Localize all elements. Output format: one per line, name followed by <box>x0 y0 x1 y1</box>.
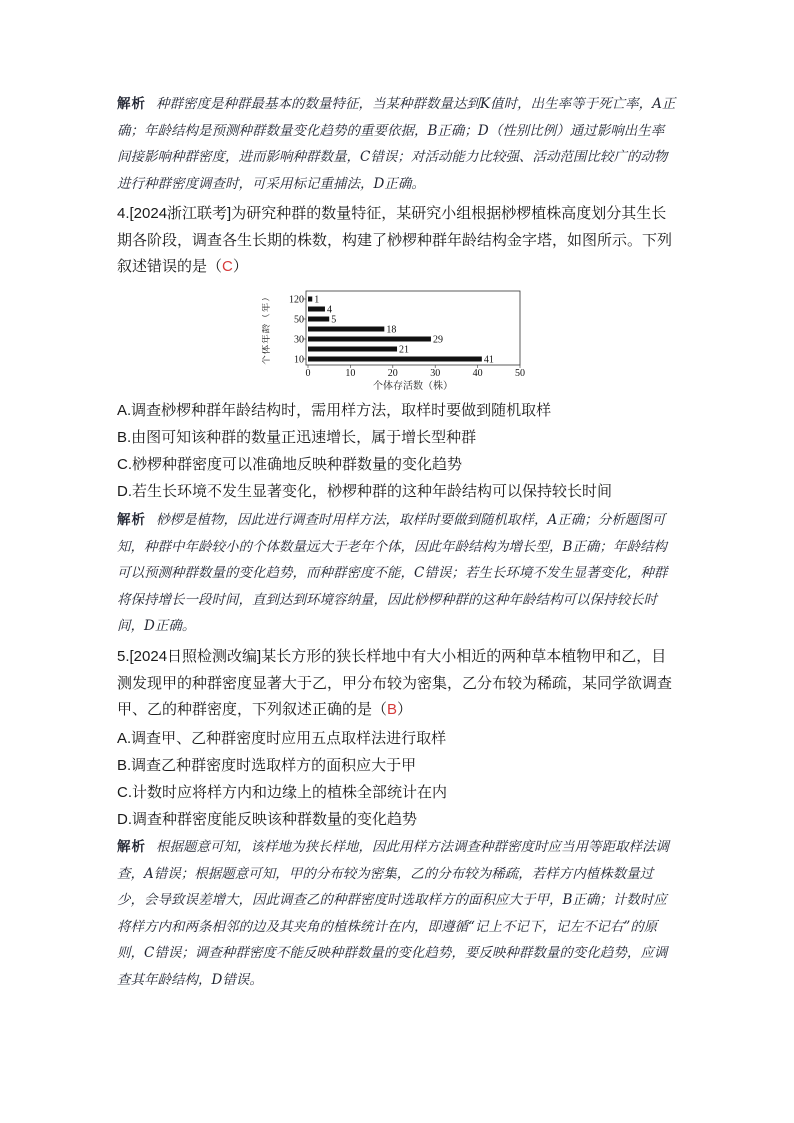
x-axis-label: 个体存活数（株） <box>373 381 453 392</box>
bar-value-label: 5 <box>331 314 337 326</box>
analysis-text: 根据题意可知，该样地为狭长样地，因此用样方法调查种群密度时应当用等距取样法调查，A错误；根据题意可知，甲的分布较为密集，乙的分布较为稀疏，若样方内植株数量过少，会导致误差增大，因此调查乙的种群密度时选取样方的面积应大于甲，B正确；计数时应将样方内和两条相邻的边及其夹角的植株统计在内，即遵循“记上不记下，记左不记右”的原则，C错误；调查种群密度不能反映种群数量的变化趋势，要反映种群数量的变化趋势，应调查其年龄结构，D错误。 <box>117 839 669 988</box>
question-4-stem <box>117 201 677 281</box>
bar-6 <box>308 297 312 302</box>
analysis-text: 种群密度是种群最基本的数量特征，当某种群数量达到K值时，出生率等于死亡率，A正确；年龄结构是预测种群数量变化趋势的重要依据，B正确；D（性别比例）通过影响出生率间接影响种群密度，进而影响种群数量，C错误；对活动能力比较强、活动范围比较广的动物进行种群密度调查时，可采用标记重捕法，D正确。 <box>117 96 676 192</box>
x-tick-label: 0 <box>305 368 311 379</box>
question-5-answer: B <box>387 701 398 718</box>
x-tick-label: 30 <box>430 368 441 379</box>
option-c: C.桫椤种群密度可以准确地反映种群数量的变化趋势 <box>117 456 463 473</box>
y-tick-label: 120 <box>289 294 304 306</box>
option-d: D.若生长环境不发生显著变化，桫椤种群的这种年龄结构可以保持较长时间 <box>117 483 613 500</box>
y-tick-label: 50 <box>294 314 304 326</box>
bar-value-label: 1 <box>314 294 320 306</box>
y-tick-label: 30 <box>294 334 304 346</box>
question-4-answer: C <box>222 258 233 275</box>
x-tick-label: 10 <box>345 368 356 379</box>
option-a: A.调查甲、乙种群密度时应用五点取样法进行取样 <box>117 730 447 747</box>
analysis-tag: 解析 <box>117 839 146 854</box>
option-c: C.计数时应将样方内和边缘上的植株全部统计在内 <box>117 784 448 801</box>
analysis-block-3 <box>117 834 677 993</box>
analysis-block-1 <box>117 91 677 197</box>
question-4-text: 4.[2024浙江联考]为研究种群的数量特征，某研究小组根据桫椤植株高度划分其生长期各阶段，调查各生长期的株数，构建了桫椤种群年龄结构金字塔，如图所示。下列叙述错误的是（ <box>117 205 673 275</box>
question-5-text: 5.[2024日照检测改编]某长方形的狭长样地中有大小相近的两种草本植物甲和乙，目测发现甲的种群密度显著大于乙，甲分布较为密集，乙分布较为稀疏，某同学欲调查甲、乙的种群密度，下列叙述正确的是（ <box>117 648 673 718</box>
bar-value-label: 21 <box>399 344 410 356</box>
question-4-close: ） <box>232 258 248 275</box>
bar-value-label: 41 <box>483 354 494 366</box>
age-pyramid-chart <box>262 288 538 392</box>
option-a: A.调查桫椤种群年龄结构时，需用样方法，取样时要做到随机取样 <box>117 402 552 419</box>
analysis-tag: 解析 <box>117 512 146 527</box>
y-axis-label: 个体年龄（年） <box>262 291 272 365</box>
bar-value-label: 18 <box>386 324 397 336</box>
question-5-stem <box>117 644 677 724</box>
bar-1 <box>308 347 397 352</box>
bar-value-label: 29 <box>432 334 443 346</box>
chart-svg <box>262 288 538 392</box>
x-tick-label: 50 <box>515 368 525 379</box>
bar-3 <box>308 327 384 332</box>
option-b: B.调查乙种群密度时选取样方的面积应大于甲 <box>117 757 417 774</box>
y-tick-label: 10 <box>294 354 304 366</box>
analysis-tag: 解析 <box>117 96 146 111</box>
bar-value-label: 4 <box>326 304 332 316</box>
bar-4 <box>308 317 329 322</box>
option-d: D.调查种群密度能反映该种群数量的变化趋势 <box>117 811 418 828</box>
question-5-close: ） <box>397 701 413 718</box>
bar-5 <box>308 307 325 312</box>
analysis-block-2 <box>117 507 677 640</box>
bar-0 <box>308 357 482 362</box>
x-tick-label: 40 <box>472 368 483 379</box>
x-tick-label: 20 <box>387 368 398 379</box>
analysis-text: 桫椤是植物，因此进行调查时用样方法，取样时要做到随机取样，A正确；分析题图可知，种群中年龄较小的个体数量远大于老年个体，因此年龄结构为增长型，B正确；年龄结构可以预测种群数量的变化趋势，而种群密度不能，C错误；若生长环境不发生显著变化，种群将保持增长一段时间，直到达到环境容纳量，因此桫椤种群的这种年龄结构可以保持较长时间，D正确。 <box>117 512 668 634</box>
bar-2 <box>308 337 431 342</box>
option-b: B.由图可知该种群的数量正迅速增长，属于增长型种群 <box>117 429 477 446</box>
